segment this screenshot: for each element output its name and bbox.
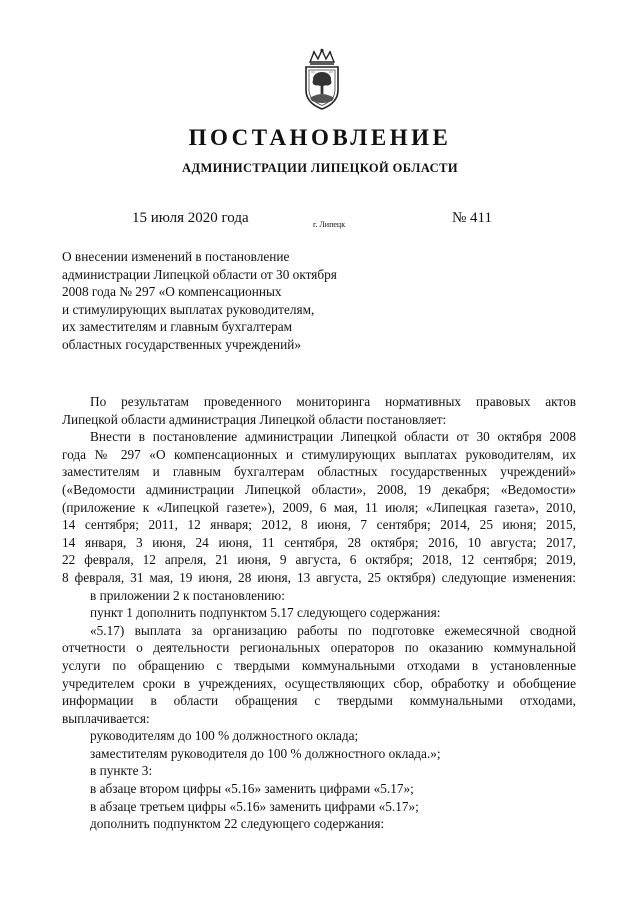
- document-issuer: АДМИНИСТРАЦИИ ЛИПЕЦКОЙ ОБЛАСТИ: [182, 161, 458, 175]
- body-line: 22 февраля, 12 апреля, 21 июня, 9 августа, 6 октября; 2018, 12 сентября; 2019,: [62, 552, 576, 568]
- body-line: дополнить подпунктом 22 следующего содержания:: [90, 816, 385, 832]
- heading-line: 2008 года № 297 «О компенсационных: [62, 284, 282, 300]
- body-line: в абзаце втором цифры «5.16» заменить цифрами «5.17»;: [90, 781, 414, 797]
- coat-of-arms-emblem: [298, 48, 346, 112]
- body-line: 14 января, 3 июня, 24 июня, 11 сентября, 28 октября; 2016, 10 августа; 2017,: [62, 534, 576, 550]
- document-heading: [62, 248, 382, 354]
- body-line: года № 297 «О компенсационных и стимулирующих выплатах руководителям, их: [62, 446, 576, 462]
- body-line: в приложении 2 к постановлению:: [90, 587, 285, 603]
- document-body: [62, 393, 576, 833]
- body-line: учредителем сроки в учреждениях, осуществляющих сбор, обработку и обобщение: [62, 675, 576, 691]
- body-line: (приложение к «Липецкой газете»), 2009, 6 мая, 11 июля; «Липецкая газета», 2010,: [62, 499, 576, 515]
- heading-line: администрации Липецкой области от 30 октября: [62, 266, 337, 282]
- heading-line: областных государственных учреждений»: [62, 336, 301, 352]
- heading-line: их заместителям и главным бухгалтерам: [62, 319, 293, 335]
- heading-line: и стимулирующих выплатах руководителям,: [62, 301, 315, 317]
- body-line: отчетности о деятельности региональных операторов по оказанию коммунальной: [62, 640, 576, 656]
- heading-line: О внесении изменений в постановление: [62, 249, 290, 264]
- body-line: в абзаце третьем цифры «5.16» заменить цифрами «5.17»;: [90, 798, 419, 814]
- body-line: «5.17) выплата за организацию работы по подготовке ежемесячной сводной: [90, 622, 576, 638]
- body-line: По результатам проведенного мониторинга нормативных правовых актов: [90, 394, 576, 409]
- body-line: Внести в постановление администрации Липецкой области от 30 октября 2008: [90, 429, 576, 445]
- body-line: выплачивается:: [62, 710, 150, 726]
- document-number: № 411: [452, 210, 493, 226]
- body-line: услуги по обращению с твердыми коммунальными отходами в установленные: [62, 657, 576, 673]
- document-title: ПОСТАНОВЛЕНИЕ: [188, 125, 452, 150]
- body-line: («Ведомости администрации Липецкой области», 2008, 19 декабря; «Ведомости»: [62, 481, 576, 497]
- body-line: заместителям и главным бухгалтерам областных государственных учреждений»: [62, 464, 576, 480]
- body-line: заместителям руководителя до 100 % должностного оклада.»;: [90, 745, 441, 761]
- document-city: г. Липецк: [313, 220, 346, 229]
- body-line: 8 февраля, 31 мая, 19 июня, 28 июня, 13 августа, 25 октября) следующие изменения:: [62, 569, 576, 585]
- body-line: пункт 1 дополнить подпунктом 5.17 следующего содержания:: [90, 605, 441, 621]
- body-line: информации в области обращения с твердыми коммунальными отходами,: [62, 693, 576, 709]
- document-date: 15 июля 2020 года: [132, 210, 249, 226]
- body-line: руководителям до 100 % должностного оклада;: [90, 728, 359, 744]
- body-line: в пункте 3:: [90, 763, 153, 779]
- body-line: Липецкой области администрация Липецкой области постановляет:: [62, 411, 447, 427]
- body-line: 14 сентября; 2011, 12 января; 2012, 8 июня, 7 сентября; 2014, 25 июня; 2015,: [62, 517, 576, 533]
